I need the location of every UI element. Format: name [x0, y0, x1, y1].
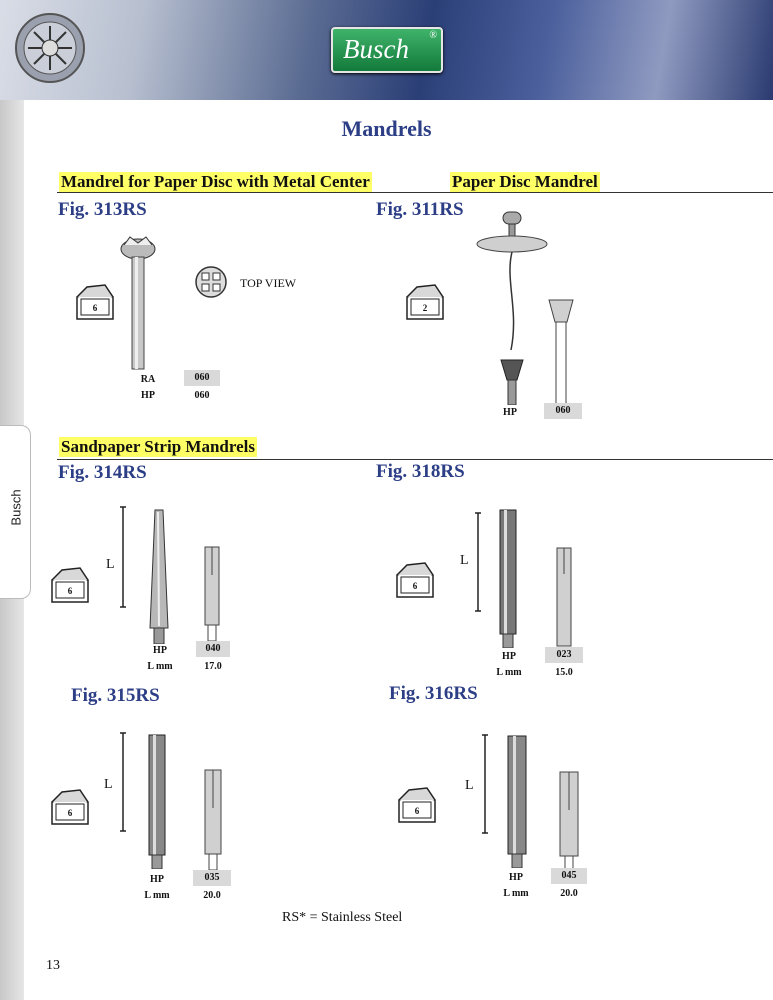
shank-type: RA: [140, 374, 156, 385]
shank-type: HP: [153, 645, 167, 656]
shank-type: HP: [502, 651, 516, 662]
size-code: 060: [184, 370, 220, 386]
mandrel-tip-image: [203, 768, 223, 870]
paper-disc-mandrel-image: [475, 210, 550, 405]
size-code: 035: [193, 870, 231, 886]
shank-type: HP: [509, 872, 523, 883]
section-heading-sandpaper-strip: Sandpaper Strip Mandrels: [61, 437, 255, 456]
section-heading-paper-disc-mandrel: Paper Disc Mandrel: [452, 172, 598, 191]
fig-318rs-label: Fig. 318RS: [376, 461, 465, 482]
divider: [57, 192, 773, 193]
mandrel-tip-image: [555, 546, 573, 648]
divider: [57, 459, 773, 460]
length-indicator: [118, 506, 128, 608]
mandrel-315-image: [147, 733, 167, 869]
mandrel-314-image: [147, 508, 171, 644]
length-label: L: [104, 777, 113, 792]
mandrel-316-image: [506, 734, 528, 868]
footnote: RS* = Stainless Steel: [282, 910, 403, 925]
length-indicator: [480, 734, 490, 834]
package-box-icon: [395, 561, 435, 599]
package-box-icon: [50, 788, 90, 826]
mandrel-313-image: [118, 235, 158, 370]
package-box-icon: [405, 283, 445, 321]
gear-emblem-icon: [14, 12, 86, 84]
size-code: 060: [544, 403, 582, 419]
package-count: 2: [422, 303, 428, 313]
page-number: 13: [46, 958, 60, 973]
fig-311rs-label: Fig. 311RS: [376, 199, 464, 220]
package-count: 6: [67, 808, 73, 818]
length-label: L: [460, 553, 469, 568]
mandrel-tip-image: [203, 545, 221, 641]
length-unit: L mm: [496, 667, 522, 678]
length-value: 15.0: [555, 667, 573, 678]
top-view-icon: [194, 265, 228, 299]
size-code: 040: [196, 641, 230, 657]
package-count: 6: [67, 586, 73, 596]
length-value: 20.0: [560, 888, 578, 899]
section-heading-paper-disc-metal: Mandrel for Paper Disc with Metal Center: [61, 172, 370, 191]
mandrel-tip-image: [558, 770, 580, 870]
size-code: 023: [545, 647, 583, 663]
package-box-icon: [50, 566, 90, 604]
length-label: L: [465, 778, 474, 793]
page-title: Mandrels: [341, 116, 432, 141]
shank-type: HP: [141, 390, 155, 401]
length-indicator: [118, 732, 128, 832]
fig-316rs-label: Fig. 316RS: [389, 683, 478, 704]
fig-314rs-label: Fig. 314RS: [58, 462, 147, 483]
fig-313rs-label: Fig. 313RS: [58, 199, 147, 220]
length-unit: L mm: [503, 888, 529, 899]
length-indicator: [473, 512, 483, 612]
length-value: 17.0: [204, 661, 222, 672]
length-unit: L mm: [147, 661, 173, 672]
length-label: L: [106, 557, 115, 572]
side-tab-label: Busch: [8, 489, 24, 526]
shank-type: HP: [503, 407, 517, 418]
package-count: 6: [414, 806, 420, 816]
brand-name: Busch: [343, 34, 409, 64]
package-count: 6: [92, 303, 98, 313]
package-count: 6: [412, 581, 418, 591]
mandrel-318-image: [498, 508, 518, 648]
header-banner: [0, 0, 773, 100]
registered-mark: ®: [429, 30, 437, 41]
package-box-icon: [397, 786, 437, 824]
mandrel-tip-image: [548, 298, 574, 406]
shank-type: HP: [150, 874, 164, 885]
size-code: 045: [551, 868, 587, 884]
length-value: 20.0: [203, 890, 221, 901]
length-unit: L mm: [144, 890, 170, 901]
package-box-icon: [75, 283, 115, 321]
fig-315rs-label: Fig. 315RS: [71, 685, 160, 706]
brand-logo: [331, 27, 443, 73]
size-code: 060: [194, 390, 210, 401]
top-view-label: TOP VIEW: [240, 276, 297, 290]
